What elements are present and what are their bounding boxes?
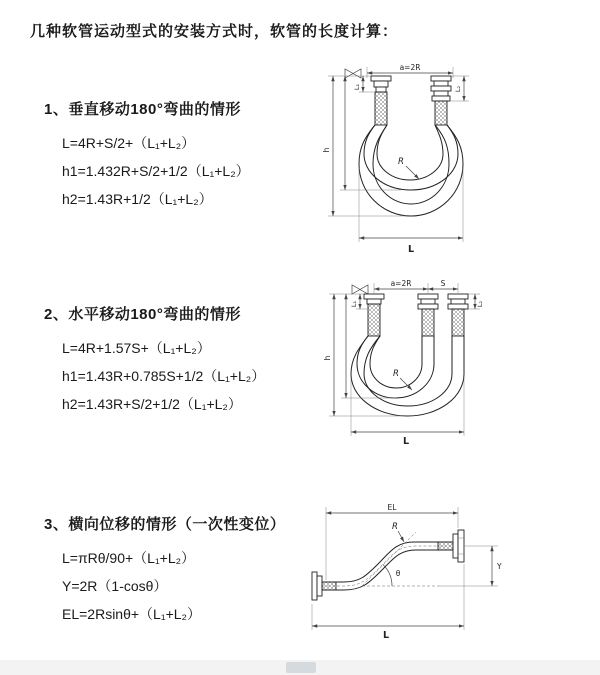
hose-left-fitting (371, 76, 391, 125)
dim-label-length: L (382, 630, 390, 640)
hose-left-fitting (364, 294, 384, 336)
valve-icon (345, 69, 361, 78)
formula-line: h1=1.43R+0.785S+1/2（L₁+L₂） (62, 368, 266, 384)
flange-right (453, 530, 464, 562)
dim-label-length: L (407, 244, 415, 254)
section-1-formulas (62, 129, 319, 213)
dim-label-height: h (322, 147, 331, 153)
dim-label-fit-left: L₁ (350, 300, 358, 308)
formula-line: L=πRθ/90+（L₁+L₂） (62, 550, 196, 566)
dim-label-fit-left: L₁ (353, 83, 361, 91)
formula-line: EL=2Rsinθ+（L₁+L₂） (62, 606, 201, 622)
dim-fit-right (451, 76, 469, 101)
dim-label-length: L (402, 436, 410, 446)
dim-label-height: h (323, 355, 332, 361)
hose-u-curves (351, 336, 464, 416)
dim-fit-right (468, 294, 484, 309)
radius-callout (398, 157, 419, 179)
dim-vertical-y (440, 546, 502, 586)
braid-section-left (322, 582, 336, 590)
section-3-heading: 3、横向位移的情形（一次性变位） (44, 516, 286, 533)
dim-label-el: EL (387, 503, 397, 512)
section-1-heading: 1、垂直移动180°弯曲的情形 (44, 101, 241, 118)
watermark (286, 662, 316, 673)
formula-line: Y=2R（1-cosθ） (62, 578, 168, 594)
hose-right-fitting-pos1 (418, 294, 438, 336)
formula-line: L=4R+S/2+（L₁+L₂） (62, 135, 196, 151)
section-3-formulas (62, 544, 319, 628)
dim-length (359, 168, 463, 254)
section-2-formulas (62, 334, 319, 418)
section-horizontal-180 (44, 303, 319, 418)
dim-label-fit-right: L₂ (476, 300, 484, 308)
page-title: 几种软管运动型式的安装方式时，软管的长度计算： (30, 23, 399, 40)
braid-section-right (438, 542, 453, 550)
formula-line: L=4R+1.57S+（L₁+L₂） (62, 340, 211, 356)
dim-label-angle: θ (395, 569, 401, 578)
dim-label-y: Y (497, 562, 502, 571)
section-2-heading: 2、水平移动180°弯曲的情形 (44, 306, 241, 323)
radius-callout (392, 522, 404, 542)
hose-centerline (322, 546, 453, 586)
dim-label-fit-right: L₂ (454, 85, 462, 93)
dim-label-a2r: a=2R (399, 63, 421, 72)
formula-line: h1=1.432R+S/2+1/2（L₁+L₂） (62, 163, 250, 179)
dim-label-radius: R (398, 157, 404, 167)
hose-u-curves (359, 125, 463, 216)
dim-length (312, 564, 464, 640)
diagram-horizontal-180-bend (306, 278, 506, 446)
formula-line: h2=1.43R+1/2（L₁+L₂） (62, 191, 213, 207)
dim-label-a2r: a=2R (390, 279, 412, 288)
dim-label-radius: R (392, 522, 398, 532)
hose-s-curve (322, 542, 453, 590)
flange-left (312, 572, 322, 600)
hose-right-fitting-pos2 (448, 294, 468, 336)
formula-line: h2=1.43R+S/2+1/2（L₁+L₂） (62, 396, 242, 412)
dim-label-shift: S (440, 279, 446, 288)
dim-top-a2r (374, 279, 458, 293)
section-lateral-displacement (44, 513, 319, 628)
dim-label-radius: R (393, 369, 399, 379)
section-vertical-180 (44, 98, 319, 213)
valve-icon (352, 285, 368, 294)
hose-right-fitting (431, 76, 451, 125)
diagram-vertical-180-bend (303, 62, 503, 254)
diagram-lateral-displacement (298, 502, 513, 640)
